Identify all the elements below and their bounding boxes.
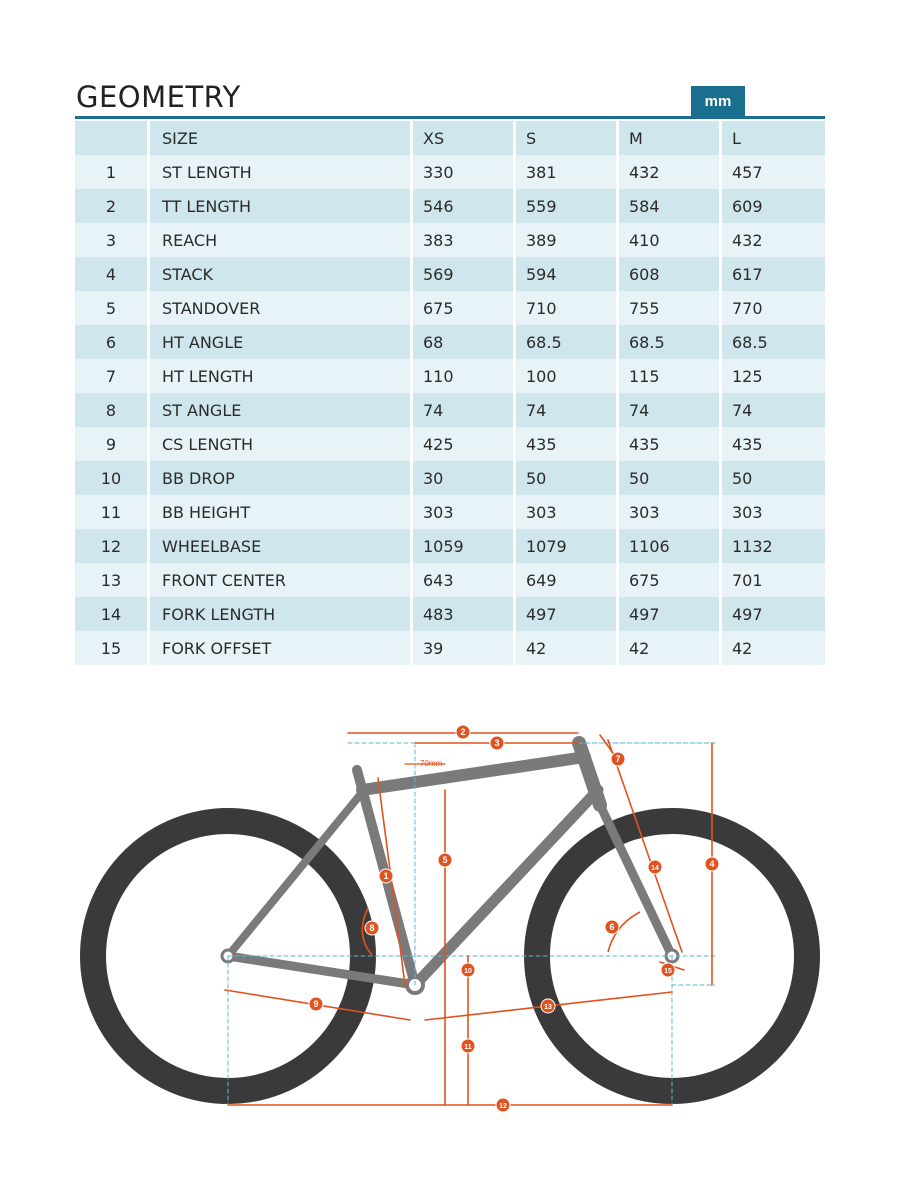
row-number: 1 [75,155,150,189]
marker-1-label: 1 [383,871,389,881]
row-number: 7 [75,359,150,393]
table-row [75,495,825,529]
cell-m: 1106 [619,529,722,563]
column-header-l: L [722,121,825,155]
row-measurement-name: HT ANGLE [150,325,413,359]
cell-m: 675 [619,563,722,597]
marker-5-label: 5 [442,855,448,865]
table-row [75,291,825,325]
cell-xs: 1059 [413,529,516,563]
column-header-xs: XS [413,121,516,155]
bike-geometry-diagram [70,700,830,1120]
marker-10-label: 10 [464,968,472,975]
cell-xs: 330 [413,155,516,189]
marker-9-label: 9 [313,999,319,1009]
cell-xs: 110 [413,359,516,393]
row-number: 11 [75,495,150,529]
marker-7-label: 7 [615,754,621,764]
cell-l: 497 [722,597,825,631]
cell-s: 389 [516,223,619,257]
cell-l: 457 [722,155,825,189]
cell-xs: 74 [413,393,516,427]
cell-m: 410 [619,223,722,257]
table-row [75,631,825,665]
row-measurement-name: ST LENGTH [150,155,413,189]
diagram-canvas [93,725,807,1112]
marker-11-label: 11 [464,1044,472,1051]
marker-14-label: 14 [651,865,659,872]
cell-m: 497 [619,597,722,631]
row-measurement-name: TT LENGTH [150,189,413,223]
row-measurement-name: WHEELBASE [150,529,413,563]
cell-xs: 30 [413,461,516,495]
row-measurement-name: CS LENGTH [150,427,413,461]
cell-xs: 483 [413,597,516,631]
column-header-m: M [619,121,722,155]
cell-s: 42 [516,631,619,665]
row-measurement-name: HT LENGTH [150,359,413,393]
cell-s: 74 [516,393,619,427]
cell-s: 559 [516,189,619,223]
marker-4-label: 4 [709,859,715,869]
cell-s: 381 [516,155,619,189]
unit-badge: mm [691,86,745,117]
cell-l: 701 [722,563,825,597]
marker-3-label: 3 [494,738,500,748]
marker-6-label: 6 [609,922,615,932]
marker-15-label: 15 [664,968,672,975]
marker-13-label: 13 [544,1004,552,1011]
head-tube [579,743,600,805]
cell-s: 435 [516,427,619,461]
cell-l: 609 [722,189,825,223]
cell-s: 50 [516,461,619,495]
cell-m: 303 [619,495,722,529]
table-header-row [75,121,825,155]
row-measurement-name: REACH [150,223,413,257]
cell-m: 50 [619,461,722,495]
cell-l: 770 [722,291,825,325]
table-row [75,325,825,359]
top-tube [362,757,585,790]
row-number: 5 [75,291,150,325]
row-measurement-name: STACK [150,257,413,291]
cell-l: 617 [722,257,825,291]
cell-m: 115 [619,359,722,393]
row-number: 10 [75,461,150,495]
cell-m: 42 [619,631,722,665]
cell-xs: 569 [413,257,516,291]
offset-label: 70mm [420,759,443,768]
cell-l: 435 [722,427,825,461]
cell-xs: 546 [413,189,516,223]
table-row [75,529,825,563]
cell-xs: 643 [413,563,516,597]
column-header-s: S [516,121,619,155]
row-measurement-name: ST ANGLE [150,393,413,427]
cell-l: 68.5 [722,325,825,359]
cell-xs: 68 [413,325,516,359]
cell-m: 74 [619,393,722,427]
marker-2-label: 2 [460,727,466,737]
row-measurement-name: BB DROP [150,461,413,495]
row-number: 12 [75,529,150,563]
cell-l: 1132 [722,529,825,563]
cell-l: 74 [722,393,825,427]
cell-m: 584 [619,189,722,223]
table-body [75,155,825,665]
row-number: 2 [75,189,150,223]
cell-s: 594 [516,257,619,291]
row-number: 14 [75,597,150,631]
table-row [75,359,825,393]
cell-s: 649 [516,563,619,597]
cell-xs: 39 [413,631,516,665]
column-header-size: SIZE [150,121,413,155]
row-measurement-name: FORK LENGTH [150,597,413,631]
table-row [75,427,825,461]
table-row [75,155,825,189]
cell-m: 435 [619,427,722,461]
cell-xs: 425 [413,427,516,461]
cell-l: 42 [722,631,825,665]
table-row [75,563,825,597]
row-number: 15 [75,631,150,665]
marker-12-label: 12 [499,1103,507,1110]
row-number: 3 [75,223,150,257]
title-rule [75,116,825,119]
cell-xs: 383 [413,223,516,257]
table-row [75,257,825,291]
cell-s: 303 [516,495,619,529]
table-row [75,189,825,223]
cell-s: 710 [516,291,619,325]
table-row [75,393,825,427]
page-title: GEOMETRY [76,80,241,114]
cell-m: 432 [619,155,722,189]
table-row [75,597,825,631]
cell-xs: 303 [413,495,516,529]
row-number: 9 [75,427,150,461]
geometry-table [75,121,825,665]
column-header-number [75,121,150,155]
chainstay [228,956,415,985]
table-row [75,461,825,495]
cell-m: 755 [619,291,722,325]
marker-8-label: 8 [369,923,375,933]
cell-m: 608 [619,257,722,291]
cell-xs: 675 [413,291,516,325]
cell-s: 100 [516,359,619,393]
cell-m: 68.5 [619,325,722,359]
row-measurement-name: FRONT CENTER [150,563,413,597]
cell-s: 1079 [516,529,619,563]
table-row [75,223,825,257]
cell-l: 432 [722,223,825,257]
row-number: 8 [75,393,150,427]
row-measurement-name: BB HEIGHT [150,495,413,529]
cell-l: 50 [722,461,825,495]
row-number: 4 [75,257,150,291]
row-number: 13 [75,563,150,597]
cell-s: 497 [516,597,619,631]
cell-l: 125 [722,359,825,393]
row-number: 6 [75,325,150,359]
row-measurement-name: STANDOVER [150,291,413,325]
cell-l: 303 [722,495,825,529]
cell-s: 68.5 [516,325,619,359]
row-measurement-name: FORK OFFSET [150,631,413,665]
